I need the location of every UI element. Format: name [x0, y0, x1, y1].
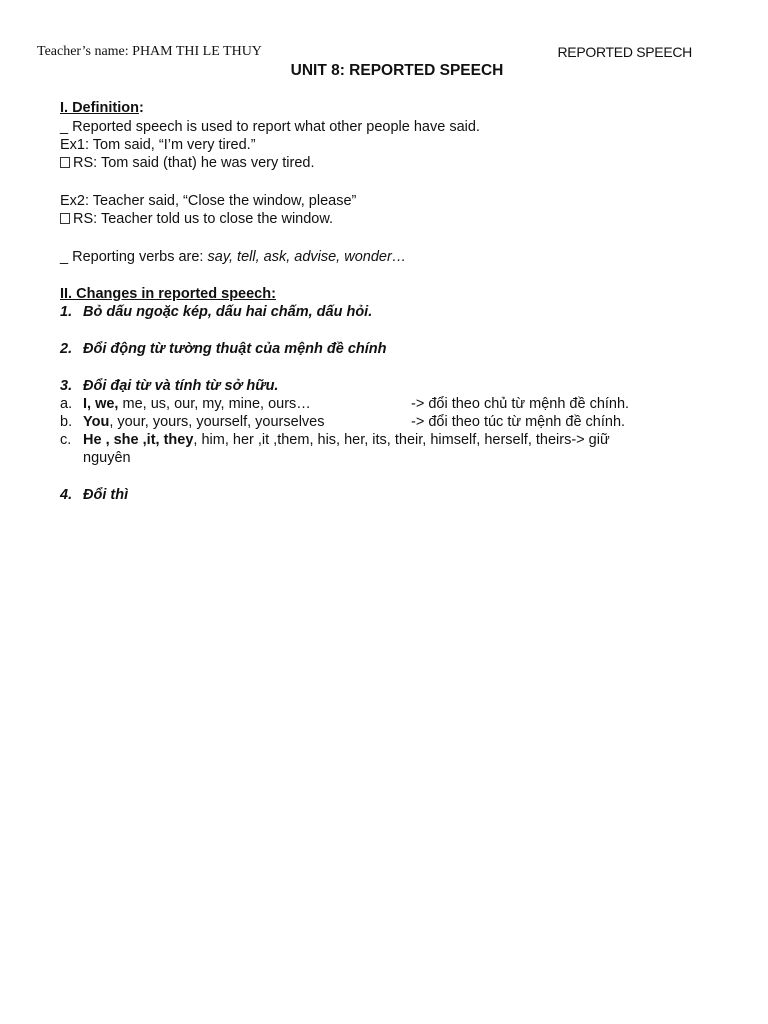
teacher-name: Teacher’s name: PHAM THI LE THUY	[37, 44, 262, 59]
sub-item-c-rest: , him, her ,it ,them, his, her, its, their, himself, herself, theirs-> giữ	[193, 432, 610, 448]
sub-item-b-bold: You	[83, 414, 110, 430]
change-item-3-text: Đổi đại từ và tính từ sở hữu.	[83, 378, 279, 394]
change-item-2-text: Đổi động từ tường thuật của mệnh đề chính	[83, 341, 387, 357]
change-item-2	[60, 340, 387, 358]
definition-line: _ Reported speech is used to report what other people have said.	[60, 119, 480, 135]
change-item-2-number: 2.	[60, 341, 73, 357]
sub-item-a-rest: me, us, our, my, mine, ours…	[118, 396, 311, 412]
definition-heading-colon: :	[138, 100, 144, 116]
example-1: Ex1: Tom said, “I’m very tired.”	[60, 137, 256, 153]
reporting-verbs	[60, 248, 406, 266]
reporting-verbs-prefix: _ Reporting verbs are:	[60, 249, 208, 265]
arrow-glyph-icon	[60, 213, 70, 224]
example-2: Ex2: Teacher said, “Close the window, please”	[60, 193, 357, 209]
reported-2	[60, 210, 333, 228]
sub-item-b-label: b.	[60, 414, 73, 430]
change-item-4	[60, 486, 128, 504]
definition-heading-text: I. Definition	[60, 100, 139, 116]
change-item-1	[60, 303, 372, 321]
changes-heading: II. Changes in reported speech:	[60, 286, 276, 302]
sub-item-a-note: -> đổi theo chủ từ mệnh đề chính.	[411, 396, 630, 412]
change-item-4-text: Đổi thì	[83, 487, 129, 503]
sub-item-c-label: c.	[60, 432, 72, 448]
reported-1-text: RS: Tom said (that) he was very tired.	[73, 155, 315, 171]
sub-item-c-continuation: nguyên	[83, 450, 131, 466]
sub-item-c	[60, 431, 610, 449]
change-item-1-text: Bỏ dấu ngoặc kép, dấu hai chấm, dấu hỏi.	[83, 304, 373, 320]
change-item-3-number: 3.	[60, 378, 73, 394]
sub-item-c-bold: He , she ,it, they	[83, 432, 194, 448]
reporting-verbs-list: say, tell, ask, advise, wonder…	[207, 249, 407, 265]
sub-item-b-note: -> đổi theo túc từ mệnh đề chính.	[411, 414, 626, 430]
sub-item-a	[60, 395, 700, 413]
sub-item-b-rest: , your, yours, yourself, yourselves	[109, 414, 325, 430]
arrow-glyph-icon	[60, 157, 70, 168]
definition-heading	[60, 99, 144, 117]
sub-item-a-label: a.	[60, 396, 73, 412]
reported-2-text: RS: Teacher told us to close the window.	[73, 211, 334, 227]
sub-item-a-bold: I, we,	[83, 396, 119, 412]
change-item-3	[60, 377, 278, 395]
change-item-1-number: 1.	[60, 304, 73, 320]
sub-item-b	[60, 413, 700, 431]
reported-1	[60, 154, 315, 172]
header-topic: REPORTED SPEECH	[557, 44, 692, 60]
page-title: UNIT 8: REPORTED SPEECH	[290, 62, 504, 79]
change-item-4-number: 4.	[60, 487, 73, 503]
